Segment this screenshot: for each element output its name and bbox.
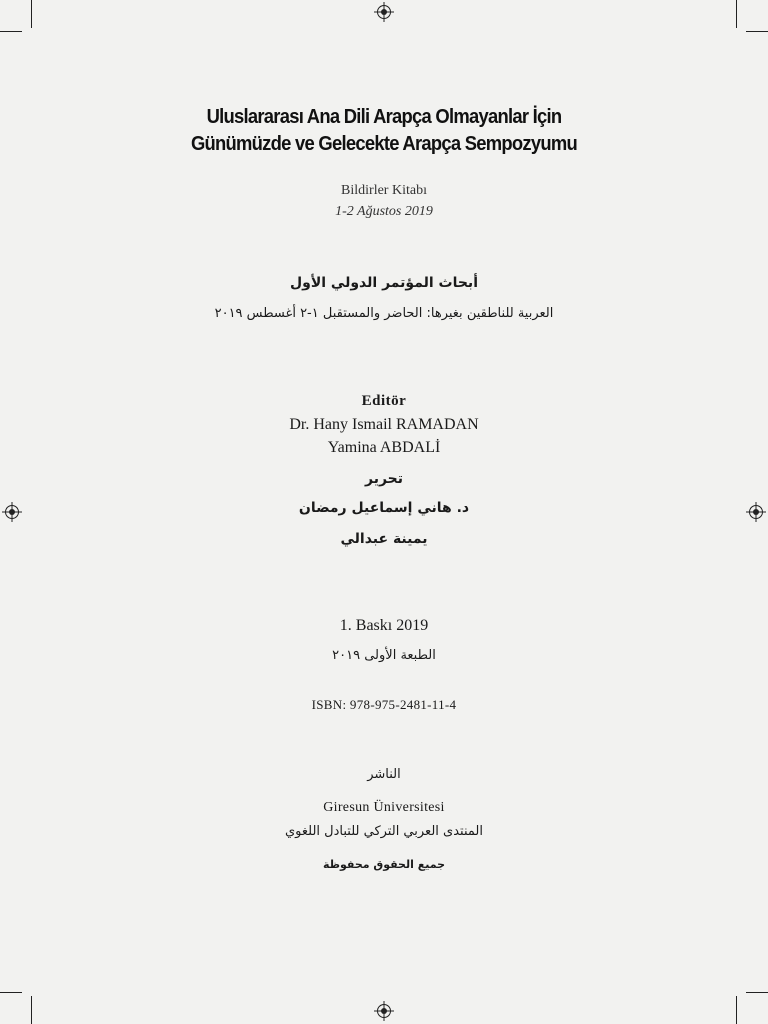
crop-mark-bottom-left-h [0, 992, 22, 993]
isbn: ISBN: 978-975-2481-11-4 [311, 697, 457, 712]
crop-mark-top-right [736, 0, 737, 28]
arabic-publisher-label: الناشر [367, 767, 401, 782]
editor-name: Dr. Hany Ismail RAMADAN [289, 416, 479, 433]
crop-mark-top-right-h [746, 31, 768, 32]
editor-name: Yamina ABDALİ [327, 439, 441, 456]
arabic-editor-label: تحرير [364, 471, 404, 487]
arabic-editor-name: د. هاني إسماعيل رمضان [298, 500, 470, 516]
registration-mark-icon [374, 1001, 394, 1021]
crop-mark-top-left-h [0, 31, 22, 32]
editor-label: Editör [361, 393, 407, 409]
crop-mark-bottom-right [736, 996, 737, 1024]
arabic-title-line-1: أبحاث المؤتمر الدولي الأول [289, 275, 478, 291]
rights-reserved: جميع الحقوق محفوظة [322, 858, 446, 871]
arabic-title-line-2: العربية للناطقين بغيرها: الحاضر والمستقبل ١-٢ أغسطس ٢٠١٩ [214, 306, 554, 321]
publisher-name: Giresun Üniversitesi [323, 800, 445, 815]
registration-mark-icon [374, 2, 394, 22]
crop-mark-bottom-right-h [746, 992, 768, 993]
arabic-edition-label: الطبعة الأولى ٢٠١٩ [332, 648, 436, 663]
arabic-publisher-name: المنتدى العربي التركي للتبادل اللغوي [285, 824, 483, 839]
crop-mark-top-left [31, 0, 32, 28]
title-line-2: Günümüzde ve Gelecekte Arapça Sempozyumu [190, 133, 578, 155]
book-type: Bildirler Kitabı [341, 183, 427, 198]
title-line-1: Uluslararası Ana Dili Arapça Olmayanlar İçin [206, 106, 562, 128]
crop-mark-bottom-left [31, 996, 32, 1024]
event-dates: 1-2 Ağustos 2019 [335, 204, 433, 219]
edition-label: 1. Baskı 2019 [339, 617, 429, 634]
arabic-editor-name: يمينة عبدالي [340, 531, 428, 547]
